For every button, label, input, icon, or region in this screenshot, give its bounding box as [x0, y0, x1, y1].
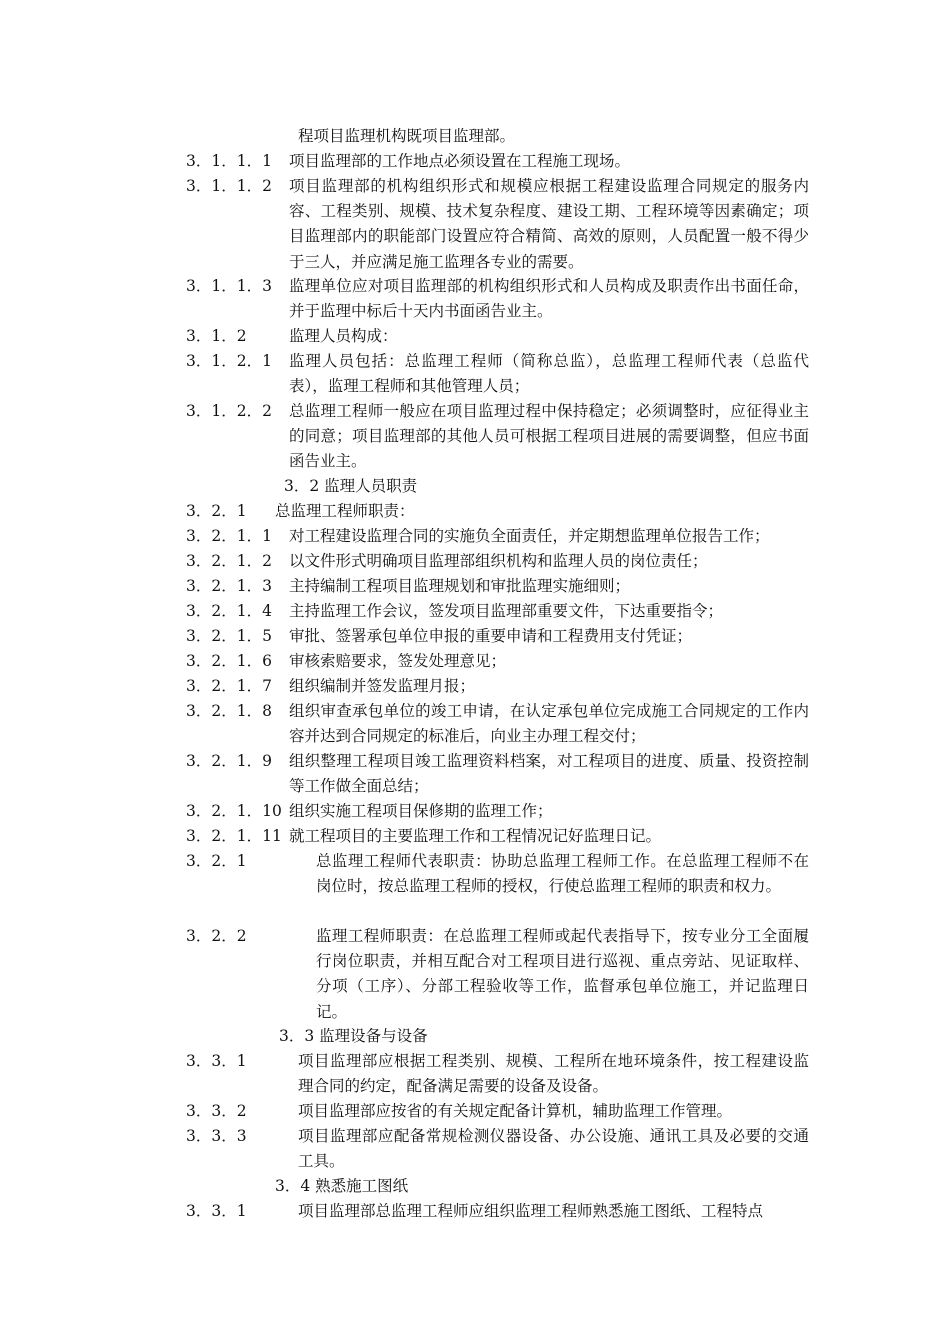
- clause-text: 总监理工程师代表职责：协助总监理工程师工作。在总监理工程师不在岗位时，按总监理工程师的授权，行使总监理工程师的职责和权力。: [316, 852, 809, 896]
- clause-number: 3．2．1．2: [186, 552, 272, 570]
- clause-number: 3．2．1．9: [186, 752, 272, 770]
- section-heading: 3．2 监理人员职责: [284, 477, 418, 495]
- clause-text: 总监理工程师职责：: [275, 502, 415, 520]
- clause-number: 3．2．1: [186, 852, 247, 870]
- clause-text: 项目监理部的工作地点必须设置在工程施工现场。: [289, 152, 631, 170]
- clause-number: 3．2．1．7: [186, 677, 272, 695]
- clause-number: 3．1．1．1: [186, 152, 272, 170]
- clause-text: 审批、签署承包单位申报的重要申请和工程费用支付凭证；: [289, 627, 693, 645]
- clause-number: 3．2．1．5: [186, 627, 272, 645]
- clause-number: 3．2．1．8: [186, 702, 272, 720]
- clause-text: 审核索赔要求，签发处理意见；: [289, 652, 507, 670]
- section-heading: 3．3 监理设备与设备: [279, 1027, 428, 1045]
- section-heading: 3．4 熟悉施工图纸: [275, 1177, 409, 1195]
- clause-text: 对工程建设监理合同的实施负全面责任，并定期想监理单位报告工作；: [289, 527, 770, 545]
- clause-number: 3．2．1．1: [186, 527, 272, 545]
- continued-text: 程项目监理机构既项目监理部。: [298, 127, 516, 145]
- clause-text: 监理人员构成：: [289, 327, 398, 345]
- clause-number: 3．1．2: [186, 327, 247, 345]
- clause-text: 项目监理部应按省的有关规定配备计算机，辅助监理工作管理。: [298, 1102, 733, 1120]
- clause-number: 3．2．1．11: [186, 827, 282, 845]
- clause-text: 主持监理工作会议，签发项目监理部重要文件，下达重要指令；: [289, 602, 724, 620]
- clause-number: 3．2．1．6: [186, 652, 272, 670]
- clause-number: 3．2．1: [186, 502, 247, 520]
- clause-number: 3．1．1．3: [186, 277, 272, 295]
- clause-number: 3．3．3: [186, 1127, 247, 1145]
- clause-number: 3．2．1．4: [186, 602, 272, 620]
- clause-text: 监理人员包括：总监理工程师（简称总监），总监理工程师代表（总监代表），监理工程师和其他管理人员；: [289, 352, 809, 396]
- clause-text: 就工程项目的主要监理工作和工程情况记好监理日记。: [289, 827, 662, 845]
- clause-text: 组织编制并签发监理月报；: [289, 677, 476, 695]
- clause-number: 3．3．1: [186, 1202, 247, 1220]
- clause-text: 监理单位应对项目监理部的机构组织形式和人员构成及职责作出书面任命，并于监理中标后十天内书面函告业主。: [289, 277, 809, 321]
- clause-text: 项目监理部应配备常规检测仪器设备、办公设施、通讯工具及必要的交通工具。: [298, 1127, 809, 1171]
- clause-number: 3．1．1．2: [186, 177, 272, 195]
- clause-text: 总监理工程师一般应在项目监理过程中保持稳定；必须调整时，应征得业主的同意；项目监理部的其他人员可根据工程项目进展的需要调整，但应书面函告业主。: [289, 402, 809, 471]
- clause-text: 以文件形式明确项目监理部组织机构和监理人员的岗位责任；: [289, 552, 708, 570]
- clause-number: 3．3．2: [186, 1102, 247, 1120]
- clause-number: 3．1．2．2: [186, 402, 272, 420]
- clause-number: 3．2．1．10: [186, 802, 282, 820]
- clause-number: 3．3．1: [186, 1052, 247, 1070]
- clause-number: 3．2．2: [186, 927, 247, 945]
- clause-text: 组织实施工程项目保修期的监理工作；: [289, 802, 553, 820]
- clause-text: 监理工程师职责：在总监理工程师或起代表指导下，按专业分工全面履行岗位职责，并相互配合对工程项目进行巡视、重点旁站、见证取样、分项（工序）、分部工程验收等工作，监督承包单位施工，并记监理日记。: [316, 927, 809, 1021]
- clause-text: 项目监理部应根据工程类别、规模、工程所在地环境条件，按工程建设监理合同的约定，配备满足需要的设备及设备。: [298, 1052, 809, 1096]
- clause-text: 组织整理工程项目竣工监理资料档案，对工程项目的进度、质量、投资控制等工作做全面总结；: [289, 752, 809, 796]
- clause-text: 项目监理部总监理工程师应组织监理工程师熟悉施工图纸、工程特点: [298, 1202, 764, 1220]
- clause-number: 3．2．1．3: [186, 577, 272, 595]
- clause-text: 项目监理部的机构组织形式和规模应根据工程建设监理合同规定的服务内容、工程类别、规模、技术复杂程度、建设工期、工程环境等因素确定；项目监理部内的职能部门设置应符合精简、高效的原则，人员配置一般不得少于三人，并应满足施工监理各专业的需要。: [289, 177, 809, 271]
- clause-text: 组织审查承包单位的竣工申请，在认定承包单位完成施工合同规定的工作内容并达到合同规定的标准后，向业主办理工程交付；: [289, 702, 809, 746]
- clause-number: 3．1．2．1: [186, 352, 272, 370]
- clause-text: 主持编制工程项目监理规划和审批监理实施细则；: [289, 577, 631, 595]
